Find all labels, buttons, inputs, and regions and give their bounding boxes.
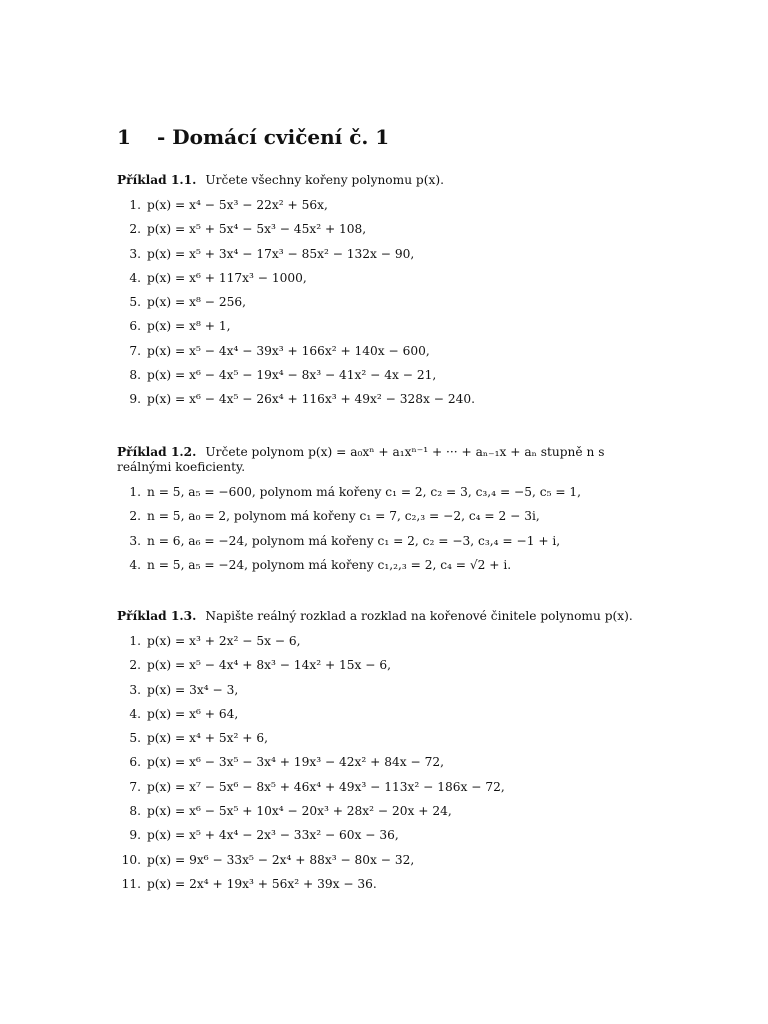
exercise-1-1-heading: [117, 173, 662, 188]
list-item: 8. p(x) = x⁶ − 5x⁵ + 10x⁴ − 20x³ + 28x² − 20x + 24,: [129, 804, 452, 819]
exercise-1-1-list: [117, 198, 662, 417]
list-item: 4. n = 5, a₅ = −24, polynom má kořeny c₁,₂,₃ = 2, c₄ = √2 + i.: [129, 557, 512, 572]
list-item: 10. p(x) = 9x⁶ − 33x⁵ − 2x⁴ + 88x³ − 80x − 32,: [121, 852, 415, 867]
list-item: 1. p(x) = x⁴ − 5x³ − 22x² + 56x,: [129, 198, 328, 212]
list-item: 9. p(x) = x⁵ + 4x⁴ − 2x³ − 33x² − 60x − 36,: [129, 828, 399, 843]
list-item: 3. p(x) = x⁵ + 3x⁴ − 17x³ − 85x² − 132x − 90,: [129, 246, 415, 261]
list-item: 6. p(x) = x⁸ + 1,: [129, 319, 231, 334]
section-title: - Domácí cvičení č. 1: [157, 125, 390, 149]
exercise-1-1-label: Příklad 1.1.: [117, 173, 197, 187]
list-item: 1. n = 5, a₅ = −600, polynom má kořeny c₁ = 2, c₂ = 3, c₃,₄ = −5, c₅ = 1,: [129, 485, 582, 499]
exercise-1-3-heading: [117, 609, 662, 624]
list-item: 2. p(x) = x⁵ + 5x⁴ − 5x³ − 45x² + 108,: [129, 222, 367, 237]
list-item: 1. p(x) = x³ + 2x² − 5x − 6,: [129, 634, 301, 648]
list-item: 3. n = 6, a₆ = −24, polynom má kořeny c₁ = 2, c₂ = −3, c₃,₄ = −1 + i,: [129, 533, 561, 548]
list-item: 5. p(x) = x⁴ + 5x² + 6,: [129, 731, 268, 746]
exercise-1-2-list: [117, 485, 662, 582]
exercise-1-2-text: Určete polynom p(x) = a₀xⁿ + a₁xⁿ⁻¹ + ··· + aₙ₋₁x + aₙ stupně n s reálnými koeficienty.: [117, 445, 605, 474]
list-item: 4. p(x) = x⁶ + 64,: [129, 706, 239, 721]
exercise-1-2-heading: [117, 445, 662, 475]
list-item: 8. p(x) = x⁶ − 4x⁵ − 19x⁴ − 8x³ − 41x² − 4x − 21,: [129, 368, 437, 383]
list-item: 9. p(x) = x⁶ − 4x⁵ − 26x⁴ + 116x³ + 49x² − 328x − 240.: [129, 392, 476, 407]
exercise-1-3-label: Příklad 1.3.: [117, 609, 197, 623]
list-item: 6. p(x) = x⁶ − 3x⁵ − 3x⁴ + 19x³ − 42x² + 84x − 72,: [129, 755, 444, 770]
exercise-1-3-list: [117, 634, 662, 901]
section-heading: [117, 125, 389, 149]
list-item: 3. p(x) = 3x⁴ − 3,: [129, 682, 239, 697]
list-item: 7. p(x) = x⁵ − 4x⁴ − 39x³ + 166x² + 140x − 600,: [129, 343, 430, 358]
list-item: 11. p(x) = 2x⁴ + 19x³ + 56x² + 39x − 36.: [121, 876, 377, 891]
list-item: 4. p(x) = x⁶ + 117x³ − 1000,: [129, 270, 307, 285]
list-item: 5. p(x) = x⁸ − 256,: [129, 295, 246, 310]
exercise-1-1-text: Určete všechny kořeny polynomu p(x).: [205, 173, 444, 187]
list-item: 7. p(x) = x⁷ − 5x⁶ − 8x⁵ + 46x⁴ + 49x³ − 113x² − 186x − 72,: [129, 779, 505, 794]
section-number: 1: [117, 125, 131, 149]
list-item: 2. p(x) = x⁵ − 4x⁴ + 8x³ − 14x² + 15x − 6,: [129, 658, 392, 673]
list-item: 2. n = 5, a₀ = 2, polynom má kořeny c₁ = 7, c₂,₃ = −2, c₄ = 2 − 3i,: [129, 509, 540, 524]
exercise-1-3-text: Napište reálný rozklad a rozklad na kořenové činitele polynomu p(x).: [205, 609, 633, 623]
exercise-1-2-label: Příklad 1.2.: [117, 445, 197, 459]
